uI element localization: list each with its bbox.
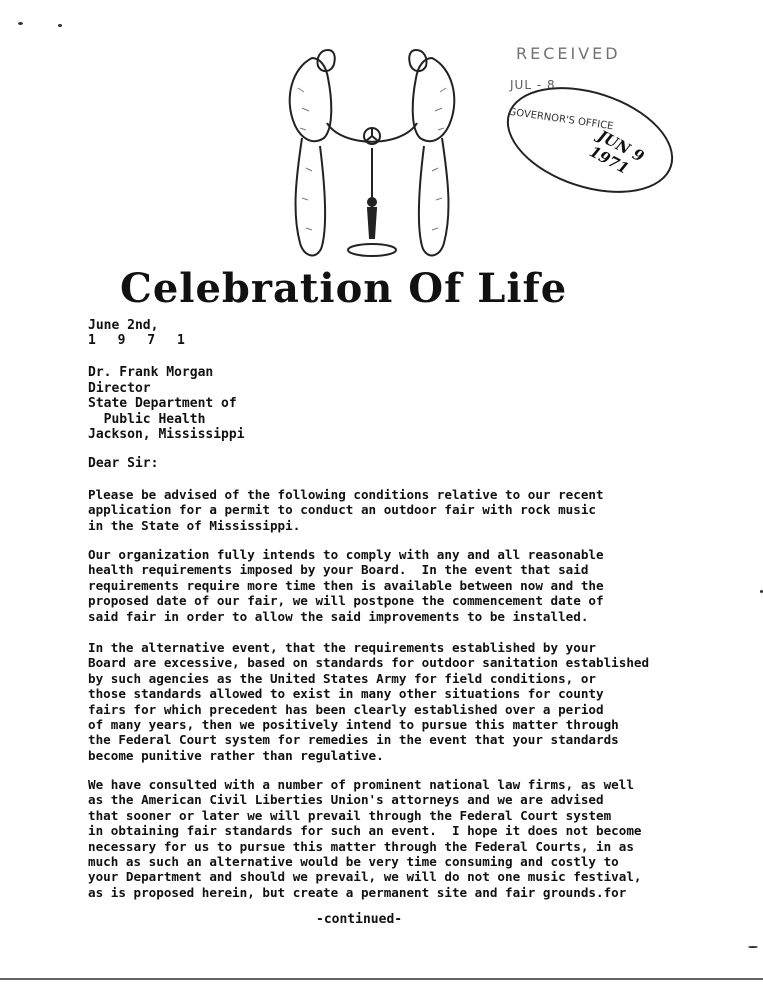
body-paragraph: Please be advised of the following conditions relative to our recent application for a permit to conduct an outdoor fair with rock music in the State of Mississippi. [88, 487, 604, 533]
stamp-date-text: JUL - 8 [510, 78, 556, 92]
letterhead-title: Celebration Of Life [120, 265, 568, 312]
recipient-address: Dr. Frank Morgan Director State Department of Public Health Jackson, Mississippi [88, 365, 245, 442]
body-paragraph: We have consulted with a number of prominent national law firms, as well as the American Civil Liberties Union's attorneys and we are advised that sooner or later we will prevail through the Federal Court system in obtaining fair standards for such an event. I hope it does not become necessary for us to pursue this matter through the Federal Courts, in as much as such an alternative would be very time consuming and costly to your Department and should we prevail, we will do not one music festival, as is proposed herein, but create a permanent site and fair grounds.for [88, 777, 642, 900]
body-paragraph: In the alternative event, that the requirements established by your Board are excessive, based on standards for outdoor sanitation established by such agencies as the United States Army for field conditions, or those standards allowed to exist in many other situations for county fairs for which precedent has been clearly established over a period of many years, then we positively intend to pursue this matter through the Federal Court system for remedies in the event that your standards become punitive rather than regulative. [88, 640, 650, 763]
letter-date-day: June 2nd, [88, 318, 159, 333]
body-paragraph: Our organization fully intends to comply with any and all reasonable health requirements imposed by your Board. In the event that said requirements require more time then is available between now and the proposed date of our fair, we will postpone the commencement date of said fair in order to allow the said improvements to be installed. [88, 547, 604, 624]
salutation: Dear Sir: [88, 456, 159, 471]
scan-edge-line [0, 978, 763, 980]
continued-marker: -continued- [316, 912, 403, 927]
stamp-handwritten-date: JUN 9 1971 [586, 126, 648, 178]
stamp-received-text: RECEIVED [516, 44, 621, 63]
letter-date [88, 318, 192, 348]
received-stamp [500, 40, 680, 195]
stamp-office-text: GOVERNOR'S OFFICE [507, 106, 615, 133]
letter-date-year: 1 9 7 1 [88, 333, 192, 348]
scan-speck [748, 946, 758, 948]
letterhead-illustration [272, 28, 472, 268]
scan-speck [18, 22, 23, 25]
scan-speck [58, 24, 62, 27]
